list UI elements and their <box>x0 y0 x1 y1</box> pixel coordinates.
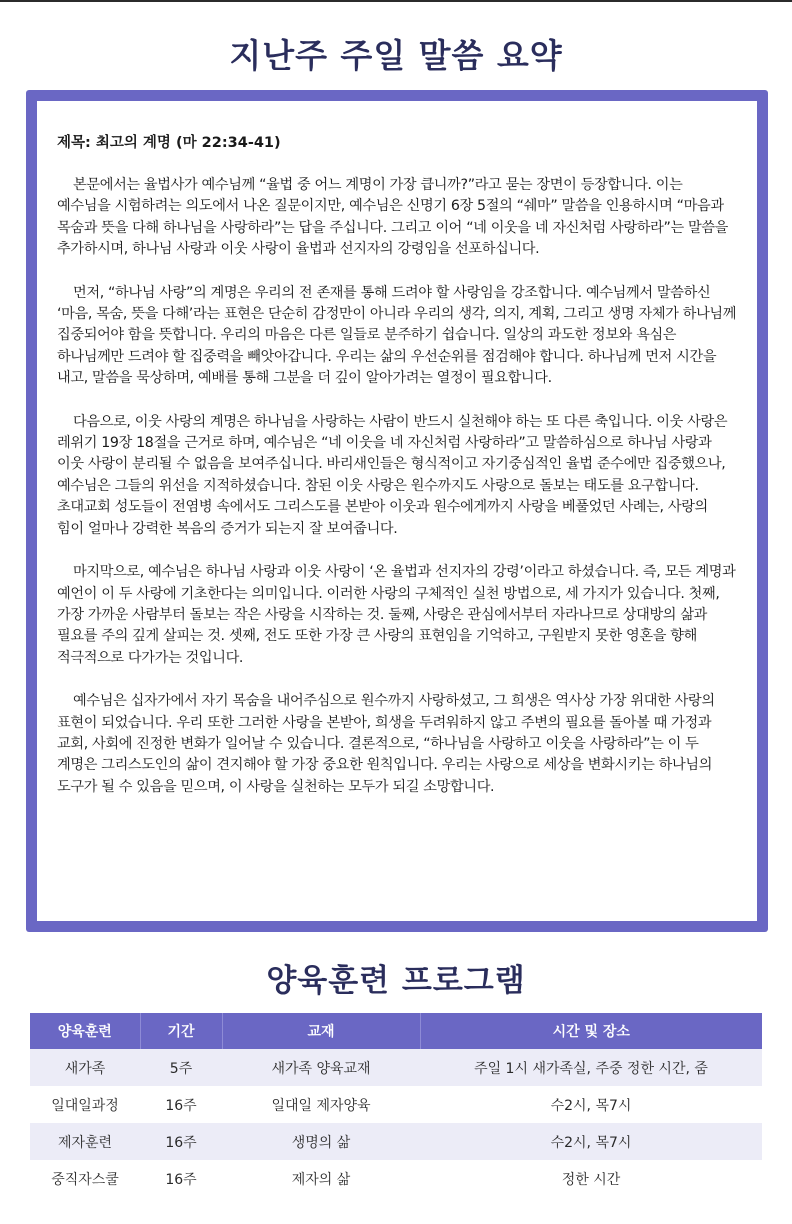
cell-time-place: 수2시, 목7시 <box>550 1097 632 1114</box>
sermon-paragraph: 다음으로, 이웃 사랑의 계명은 하나님을 사랑하는 사람이 반드시 실천해야 하는 또 다른 축입니다. 이웃 사랑은 레위기 19장 18절을 근거로 하며, 예수님은 “네 이웃을 네 자신처럼 사랑하라”고 말씀하심으로 하나님 사랑과 이웃 사랑이 분리될 수 없음을 보여주십니다. 바리새인들은 형식적이고 자기중심적인 율법 준수에만 집중했으나, 예수님은 그들의 위선을 지적하셨습니다. 참된 이웃 사랑은 원수까지도 사랑으로 돌보는 태도를 요구합니다. 초대교회 성도들이 전염병 속에서도 그리스도를 본받아 이웃과 원수에게까지 사랑을 베풀었던 사례는, 사랑의 힘이 얼마나 강력한 복음의 증거가 되는지 잘 보여줍니다. <box>57 413 728 537</box>
cell-course: 제자훈련 <box>30 1123 140 1160</box>
table-row <box>30 1049 762 1086</box>
table-row <box>30 1086 762 1123</box>
table-row <box>30 1160 762 1197</box>
cell-course: 일대일과정 <box>51 1097 119 1114</box>
header-cell-material: 교재 <box>222 1013 420 1049</box>
header-cell-time-place: 시간 및 장소 <box>420 1013 762 1049</box>
cell-duration: 16주 <box>140 1123 222 1160</box>
sermon-summary-body <box>37 101 757 921</box>
cell-material: 제자의 삶 <box>291 1171 351 1188</box>
program-section-title: 양육훈련 프로그램 <box>266 963 526 999</box>
sermon-paragraph: 본문에서는 율법사가 예수님께 “율법 중 어느 계명이 가장 큽니까?”라고 묻는 장면이 등장합니다. 이는 예수님을 시험하려는 의도에서 나온 질문이지만, 예수님은 신명기 6장 5절의 “쉐마” 말씀을 인용하시며 “마음과 목숨과 뜻을 다해 하나님을 사랑하라”는 답을 주십니다. 그리고 이어 “네 이웃을 네 자신처럼 사랑하라”는 말씀을 추가하시며, 하나님 사랑과 이웃 사랑이 율법과 선지자의 강령임을 선포하십니다. <box>57 177 729 258</box>
sermon-paragraph: 마지막으로, 예수님은 하나님 사랑과 이웃 사랑이 ‘온 율법과 선지자의 강령’이라고 하셨습니다. 즉, 모든 계명과 예언이 이 두 사랑에 기초한다는 의미입니다. 이러한 사랑의 구체적인 실천 방법으로, 세 가지가 있습니다. 첫째, 가장 가까운 사람부터 돌보는 작은 사랑을 시작하는 것. 둘째, 사랑은 관심에서부터 자라나므로 상대방의 삶과 필요를 주의 깊게 살피는 것. 셋째, 전도 또한 가장 큰 사랑의 표현임을 기억하고, 구원받지 못한 영혼을 향해 적극적으로 다가가는 것입니다. <box>57 564 736 666</box>
cell-material: 생명의 삶 <box>222 1123 420 1160</box>
top-rule <box>0 0 792 2</box>
sermon-paragraph: 예수님은 십자가에서 자기 목숨을 내어주심으로 원수까지 사랑하셨고, 그 희생은 역사상 가장 위대한 사랑의 표현이 되었습니다. 우리 또한 그러한 사랑을 본받아, 희생을 두려워하지 않고 주변의 필요를 돌아볼 때 가정과 교회, 사회에 진정한 변화가 일어날 수 있습니다. 결론적으로, “하나님을 사랑하고 이웃을 사랑하라”는 이 두 계명은 그리스도인의 삶이 견지해야 할 가장 중요한 원칙입니다. 우리는 사랑으로 세상을 변화시키는 하나님의 도구가 될 수 있음을 믿으며, 이 사랑을 실천하는 모두가 되길 소망합니다. <box>57 693 715 795</box>
cell-material: 일대일 제자양육 <box>271 1097 371 1114</box>
cell-course: 중직자스쿨 <box>51 1171 119 1188</box>
table-header-row <box>30 1013 762 1049</box>
sermon-paragraph: 먼저, “하나님 사랑”의 계명은 우리의 전 존재를 통해 드려야 할 사랑임을 강조합니다. 예수님께서 말씀하신 ‘마음, 목숨, 뜻을 다해’라는 표현은 단순히 감정만이 아니라 우리의 생각, 의지, 계획, 그리고 생명 자체가 하나님께 집중되어야 함을 뜻합니다. 우리의 마음은 다른 일들로 분주하기 쉽습니다. 일상의 과도한 정보와 욕심은 하나님께만 드려야 할 집중력을 빼앗아갑니다. 우리는 삶의 우선순위를 점검해야 합니다. 하나님께 먼저 시간을 내고, 말씀을 묵상하며, 예배를 통해 그분을 더 깊이 알아가려는 열정이 필요합니다. <box>57 284 737 387</box>
cell-duration: 16주 <box>165 1097 197 1114</box>
cell-time-place: 정한 시간 <box>561 1171 621 1188</box>
cell-material: 새가족 양육교재 <box>222 1049 420 1086</box>
cell-time-place: 주일 1시 새가족실, 주중 정한 시간, 줌 <box>420 1049 762 1086</box>
cell-course: 새가족 <box>30 1049 140 1086</box>
page-title: 지난주 주일 말씀 요약 <box>229 36 563 75</box>
program-table <box>30 1013 762 1197</box>
header-cell-duration: 기간 <box>140 1013 222 1049</box>
sermon-subject: 제목: 최고의 계명 (마 22:34-41) <box>57 135 281 151</box>
cell-duration: 5주 <box>140 1049 222 1086</box>
header-cell-course: 양육훈련 <box>30 1013 140 1049</box>
cell-duration: 16주 <box>165 1171 197 1188</box>
cell-time-place: 수2시, 목7시 <box>420 1123 762 1160</box>
table-row <box>30 1123 762 1160</box>
sermon-summary-frame <box>26 90 768 932</box>
